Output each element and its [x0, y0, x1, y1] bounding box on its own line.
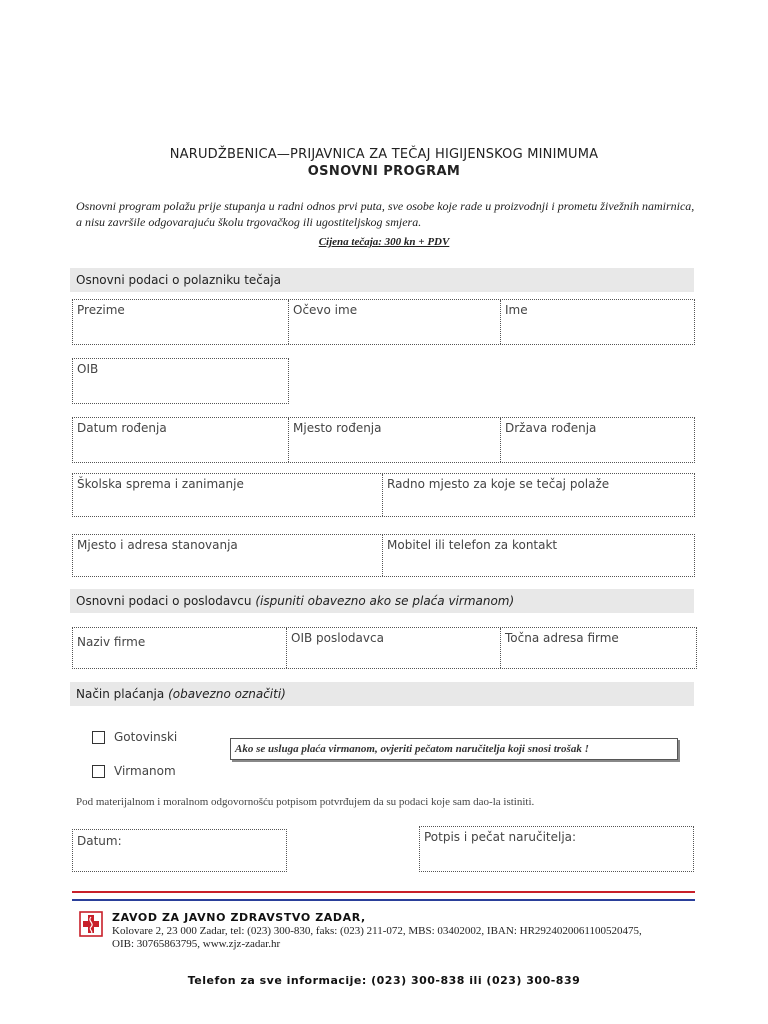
birth-country-field[interactable] [501, 418, 694, 462]
company-address-field[interactable] [501, 628, 696, 668]
oib-field[interactable] [73, 359, 288, 403]
birth-country-label: Država rođenja [505, 421, 597, 435]
education-field[interactable] [73, 474, 383, 516]
signature-field[interactable] [420, 827, 693, 871]
payment-section-header [70, 682, 694, 706]
institute-address-line1: Kolovare 2, 23 000 Zadar, tel: (023) 300-830, faks: (023) 211-072, MBS: 03402002, IBAN: HR2924020061100520475, [112, 925, 642, 937]
date-label: Datum: [77, 834, 122, 848]
form-title: NARUDŽBENICA—PRIJAVNICA ZA TEČAJ HIGIJENSKOG MINIMUMA [169, 147, 599, 162]
employer-section-note: (ispuniti obavezno ako se plaća virmanom) [255, 594, 515, 608]
transfer-checkbox[interactable] [92, 765, 105, 778]
signature-label: Potpis i pečat naručitelja: [424, 830, 577, 844]
father-name-field[interactable] [289, 300, 501, 344]
company-name-label: Naziv firme [77, 635, 146, 649]
birth-place-field[interactable] [289, 418, 501, 462]
cash-option-label: Gotovinski [114, 730, 178, 744]
payment-section-title: Način plaćanja [76, 687, 165, 701]
first-name-field[interactable] [501, 300, 694, 344]
signature-box [419, 826, 694, 872]
birth-place-label: Mjesto rođenja [293, 421, 382, 435]
phone-field[interactable] [383, 535, 694, 576]
contact-row [72, 534, 695, 577]
employer-row [72, 627, 697, 669]
father-name-label: Očevo ime [293, 303, 358, 317]
intro-text: Osnovni program polažu prije stupanja u radni odnos prvi puta, sve osobe koje rade u proizvodnji i prometu živežnih namirnica, a nisu završile odgovarajuću školu trgovačkog ili ugostiteljskog smjera. [76, 199, 695, 229]
date-field[interactable] [73, 830, 286, 871]
form-subtitle: OSNOVNI PROGRAM [307, 164, 461, 179]
participant-section-title: Osnovni podaci o polazniku tečaja [76, 273, 281, 287]
workplace-label: Radno mjesto za koje se tečaj polaže [387, 477, 610, 491]
education-label: Školska sprema i zanimanje [77, 477, 244, 491]
employer-section-header [70, 589, 694, 613]
course-price: Cijena tečaja: 300 kn + PDV [318, 236, 450, 248]
workplace-field[interactable] [383, 474, 694, 516]
address-label: Mjesto i adresa stanovanja [77, 538, 238, 552]
birth-date-label: Datum rođenja [77, 421, 167, 435]
education-row [72, 473, 695, 517]
institute-address [112, 925, 702, 951]
name-row [72, 299, 695, 345]
footer-red-line [72, 891, 695, 893]
institute-logo-icon [78, 909, 104, 939]
surname-label: Prezime [77, 303, 125, 317]
company-name-field[interactable] [73, 628, 287, 668]
footer-blue-line [72, 899, 695, 901]
company-address-label: Točna adresa firme [505, 631, 619, 645]
declaration-text: Pod materijalnom i moralnom odgovornošću potpisom potvrđujem da su podaci koje sam dao-la istiniti. [76, 796, 535, 808]
first-name-label: Ime [505, 303, 528, 317]
oib-label: OIB [77, 362, 99, 376]
employer-oib-label: OIB poslodavca [291, 631, 384, 645]
date-box [72, 829, 287, 872]
birth-row [72, 417, 695, 463]
transfer-stamp-note: Ako se usluga plaća virmanom, ovjeriti pečatom naručitelja koji snosi trošak ! [230, 738, 678, 760]
institute-name: ZAVOD ZA JAVNO ZDRAVSTVO ZADAR, [112, 911, 366, 924]
cash-checkbox[interactable] [92, 731, 105, 744]
transfer-option-label: Virmanom [114, 764, 176, 778]
phone-label: Mobitel ili telefon za kontakt [387, 538, 558, 552]
oib-row [72, 358, 289, 404]
info-phone: Telefon za sve informacije: (023) 300-838 ili (023) 300-839 [187, 974, 581, 987]
institute-address-line2: OIB: 30765863795, www.zjz-zadar.hr [112, 938, 281, 950]
participant-section-header [70, 268, 694, 292]
surname-field[interactable] [73, 300, 289, 344]
employer-section-title: Osnovni podaci o poslodavcu [76, 594, 252, 608]
birth-date-field[interactable] [73, 418, 289, 462]
employer-oib-field[interactable] [287, 628, 501, 668]
address-field[interactable] [73, 535, 383, 576]
payment-section-note: (obavezno označiti) [168, 687, 286, 701]
